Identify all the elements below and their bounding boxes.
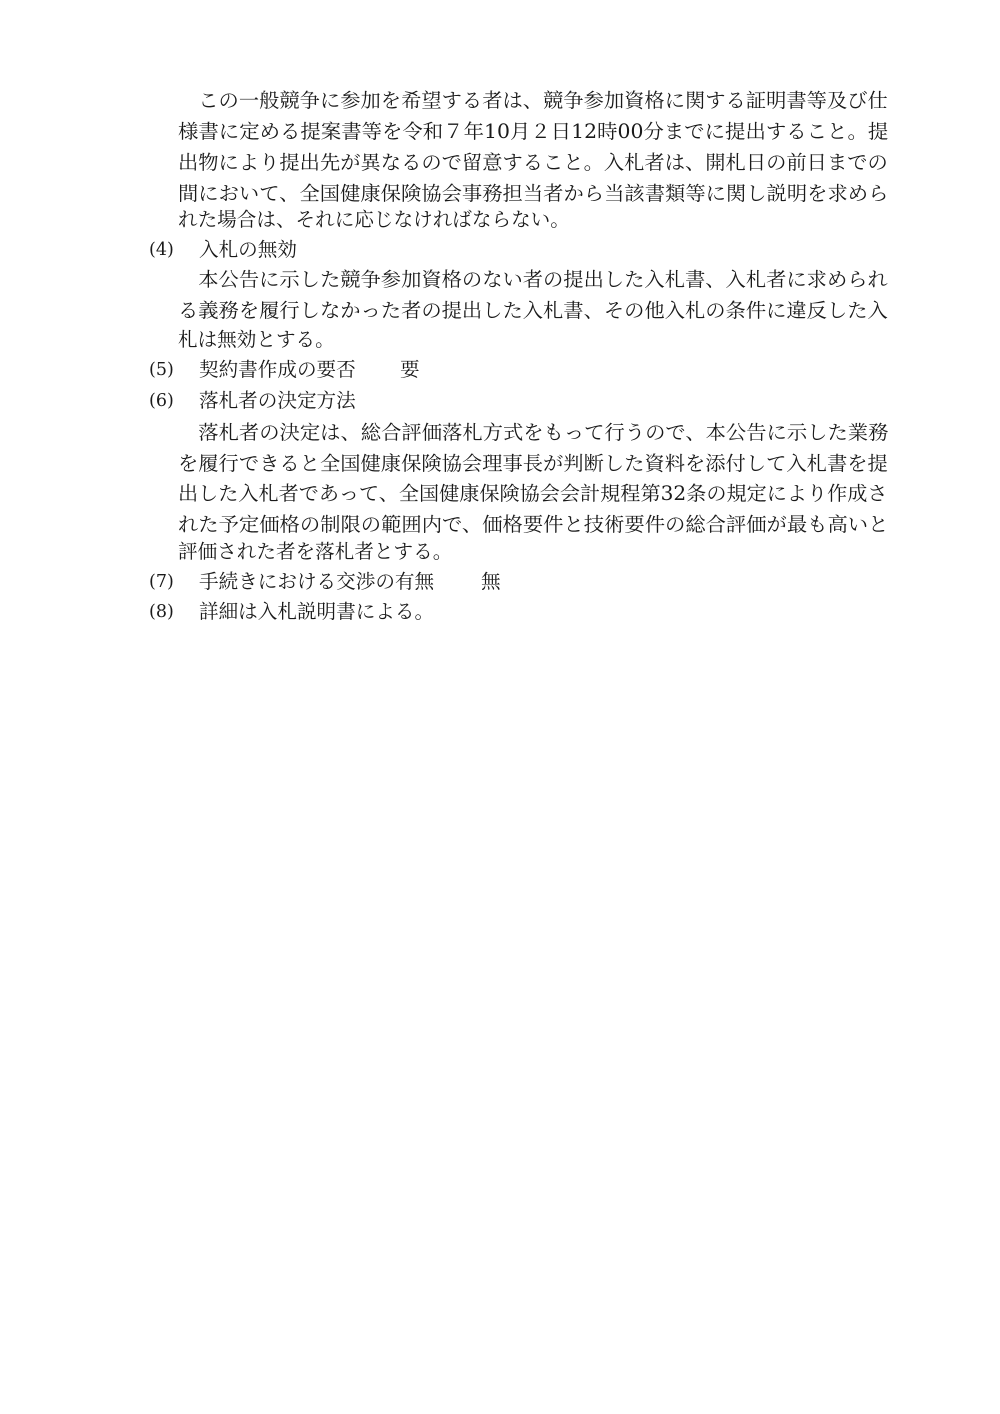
item-body-line: 出した入札者であって、全国健康保険協会会計規程第32条の規定により作成さ: [178, 482, 888, 505]
intro-line: れた場合は、それに応じなければならない。: [178, 208, 570, 231]
item-heading: 手続きにおける交渉の有無: [199, 570, 435, 593]
item-value: 無: [481, 570, 501, 593]
item-value: 要: [400, 358, 420, 381]
intro-line: 間において、全国健康保険協会事務担当者から当該書類等に関し説明を求めら: [178, 182, 889, 205]
item-heading: 契約書作成の要否: [199, 358, 356, 381]
item-body-line: る義務を履行しなかった者の提出した入札書、その他入札の条件に違反した入: [178, 299, 888, 322]
item-body-line: 本公告に示した競争参加資格のない者の提出した入札書、入札者に求められ: [178, 268, 888, 291]
item-body-line: 評価された者を落札者とする。: [178, 540, 453, 563]
item-heading: 詳細は入札説明書による。: [199, 600, 435, 623]
item-body-line: れた予定価格の制限の範囲内で、価格要件と技術要件の総合評価が最も高いと: [178, 513, 889, 536]
item-body-line: 落札者の決定は、総合評価落札方式をもって行うので、本公告に示した業務: [178, 421, 889, 444]
item-number: (6): [149, 391, 174, 411]
item-number: (5): [149, 360, 174, 380]
item-heading: 落札者の決定方法: [199, 389, 356, 412]
item-number: (8): [149, 602, 174, 622]
intro-line: 様書に定める提案書等を令和７年10月２日12時00分までに提出すること。提: [178, 120, 889, 143]
intro-line: この一般競争に参加を希望する者は、競争参加資格に関する証明書等及び仕: [178, 89, 888, 112]
item-body-line: を履行できると全国健康保険協会理事長が判断した資料を添付して入札書を提: [178, 452, 888, 475]
item-number: (7): [149, 572, 174, 592]
item-heading: 入札の無効: [199, 238, 297, 261]
item-number: (4): [149, 240, 174, 260]
intro-line: 出物により提出先が異なるので留意すること。入札者は、開札日の前日までの: [178, 151, 888, 174]
item-body-line: 札は無効とする。: [178, 328, 335, 351]
